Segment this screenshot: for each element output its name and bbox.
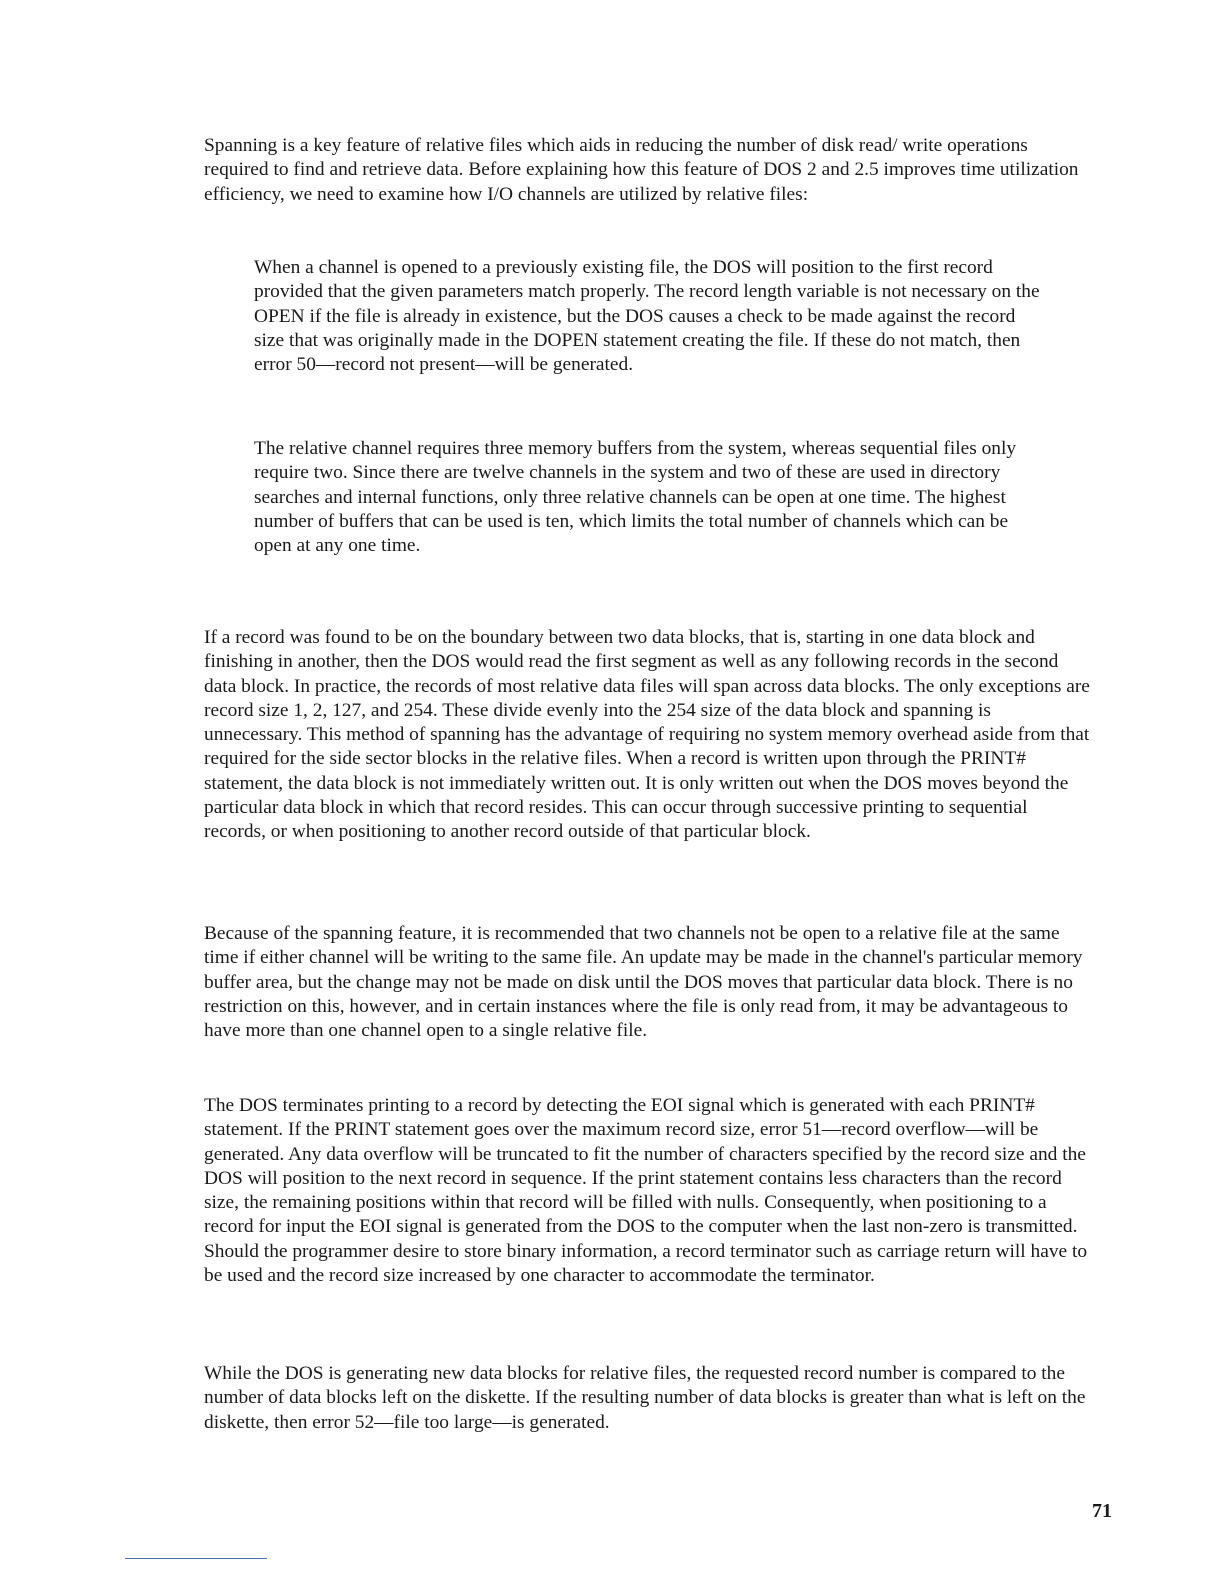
page-number: 71	[1092, 1500, 1112, 1522]
paragraph-spanning-intro: Spanning is a key feature of relative files which aids in reducing the number of disk read/ write operations required to find and retrieve data. Before explaining how this feature of DOS 2 and 2.5 improves time utilization efficiency, we need to examine how I/O channels are utilized by relative files:	[204, 135, 1079, 205]
paragraph-file-too-large: While the DOS is generating new data blocks for relative files, the requested record number is compared to the number of data blocks left on the diskette. If the resulting number of data blocks is greater than what is left on the diskette, then error 52—file too large—is generated.	[204, 1363, 1086, 1433]
footer-rule	[125, 1558, 267, 1559]
paragraph-spanning-channels: Because of the spanning feature, it is recommended that two channels not be open to a relative file at the same time if either channel will be writing to the same file. An update may be made in the channel's particular memory buffer area, but the change may not be made on disk until the DOS moves that particular data block. There is no restriction on this, however, and in certain instances where the file is only read from, it may be advantageous to have more than one channel open to a single relative file.	[204, 923, 1083, 1042]
paragraph-record-boundary: If a record was found to be on the boundary between two data blocks, that is, starting in one data block and finishing in another, then the DOS would read the first segment as well as any following records in the second data block. In practice, the records of most relative data files will span across data blocks. The only exceptions are record size 1, 2, 127, and 254. These divide evenly into the 254 size of the data block and spanning is unnecessary. This method of spanning has the advantage of requiring no system memory overhead aside from that required for the side sector blocks in the relative files. When a record is written upon through the PRINT# statement, the data block is not immediately written out. It is only written out when the DOS moves beyond the particular data block in which that record resides. This can occur through successive printing to sequential records, or when positioning to another record outside of that particular block.	[204, 627, 1090, 843]
indented-paragraph-memory-buffers: The relative channel requires three memory buffers from the system, whereas sequential files only require two. Since there are twelve channels in the system and two of these are used in directory searches and internal functions, only three relative channels can be open at one time. The highest number of buffers that can be used is ten, which limits the total number of channels which can be open at any one time.	[254, 438, 1017, 557]
indented-paragraph-channel-open: When a channel is opened to a previously existing file, the DOS will position to the first record provided that the given parameters match properly. The record length variable is not necessary on the OPEN if the file is already in existence, but the DOS causes a check to be made against the record size that was originally made in the DOPEN statement creating the file. If these do not match, then error 50—record not present—will be generated.	[254, 257, 1040, 376]
paragraph-eoi-signal: The DOS terminates printing to a record by detecting the EOI signal which is generated with each PRINT# statement. If the PRINT statement goes over the maximum record size, error 51—record overflow—will be generated. Any data overflow will be truncated to fit the number of characters specified by the record size and the DOS will position to the next record in sequence. If the print statement contains less characters than the record size, the remaining positions within that record will be filled with nulls. Consequently, when positioning to a record for input the EOI signal is generated from the DOS to the computer when the last non-zero is transmitted. Should the programmer desire to store binary information, a record terminator such as carriage return will have to be used and the record size increased by one character to accommodate the terminator.	[204, 1095, 1088, 1287]
